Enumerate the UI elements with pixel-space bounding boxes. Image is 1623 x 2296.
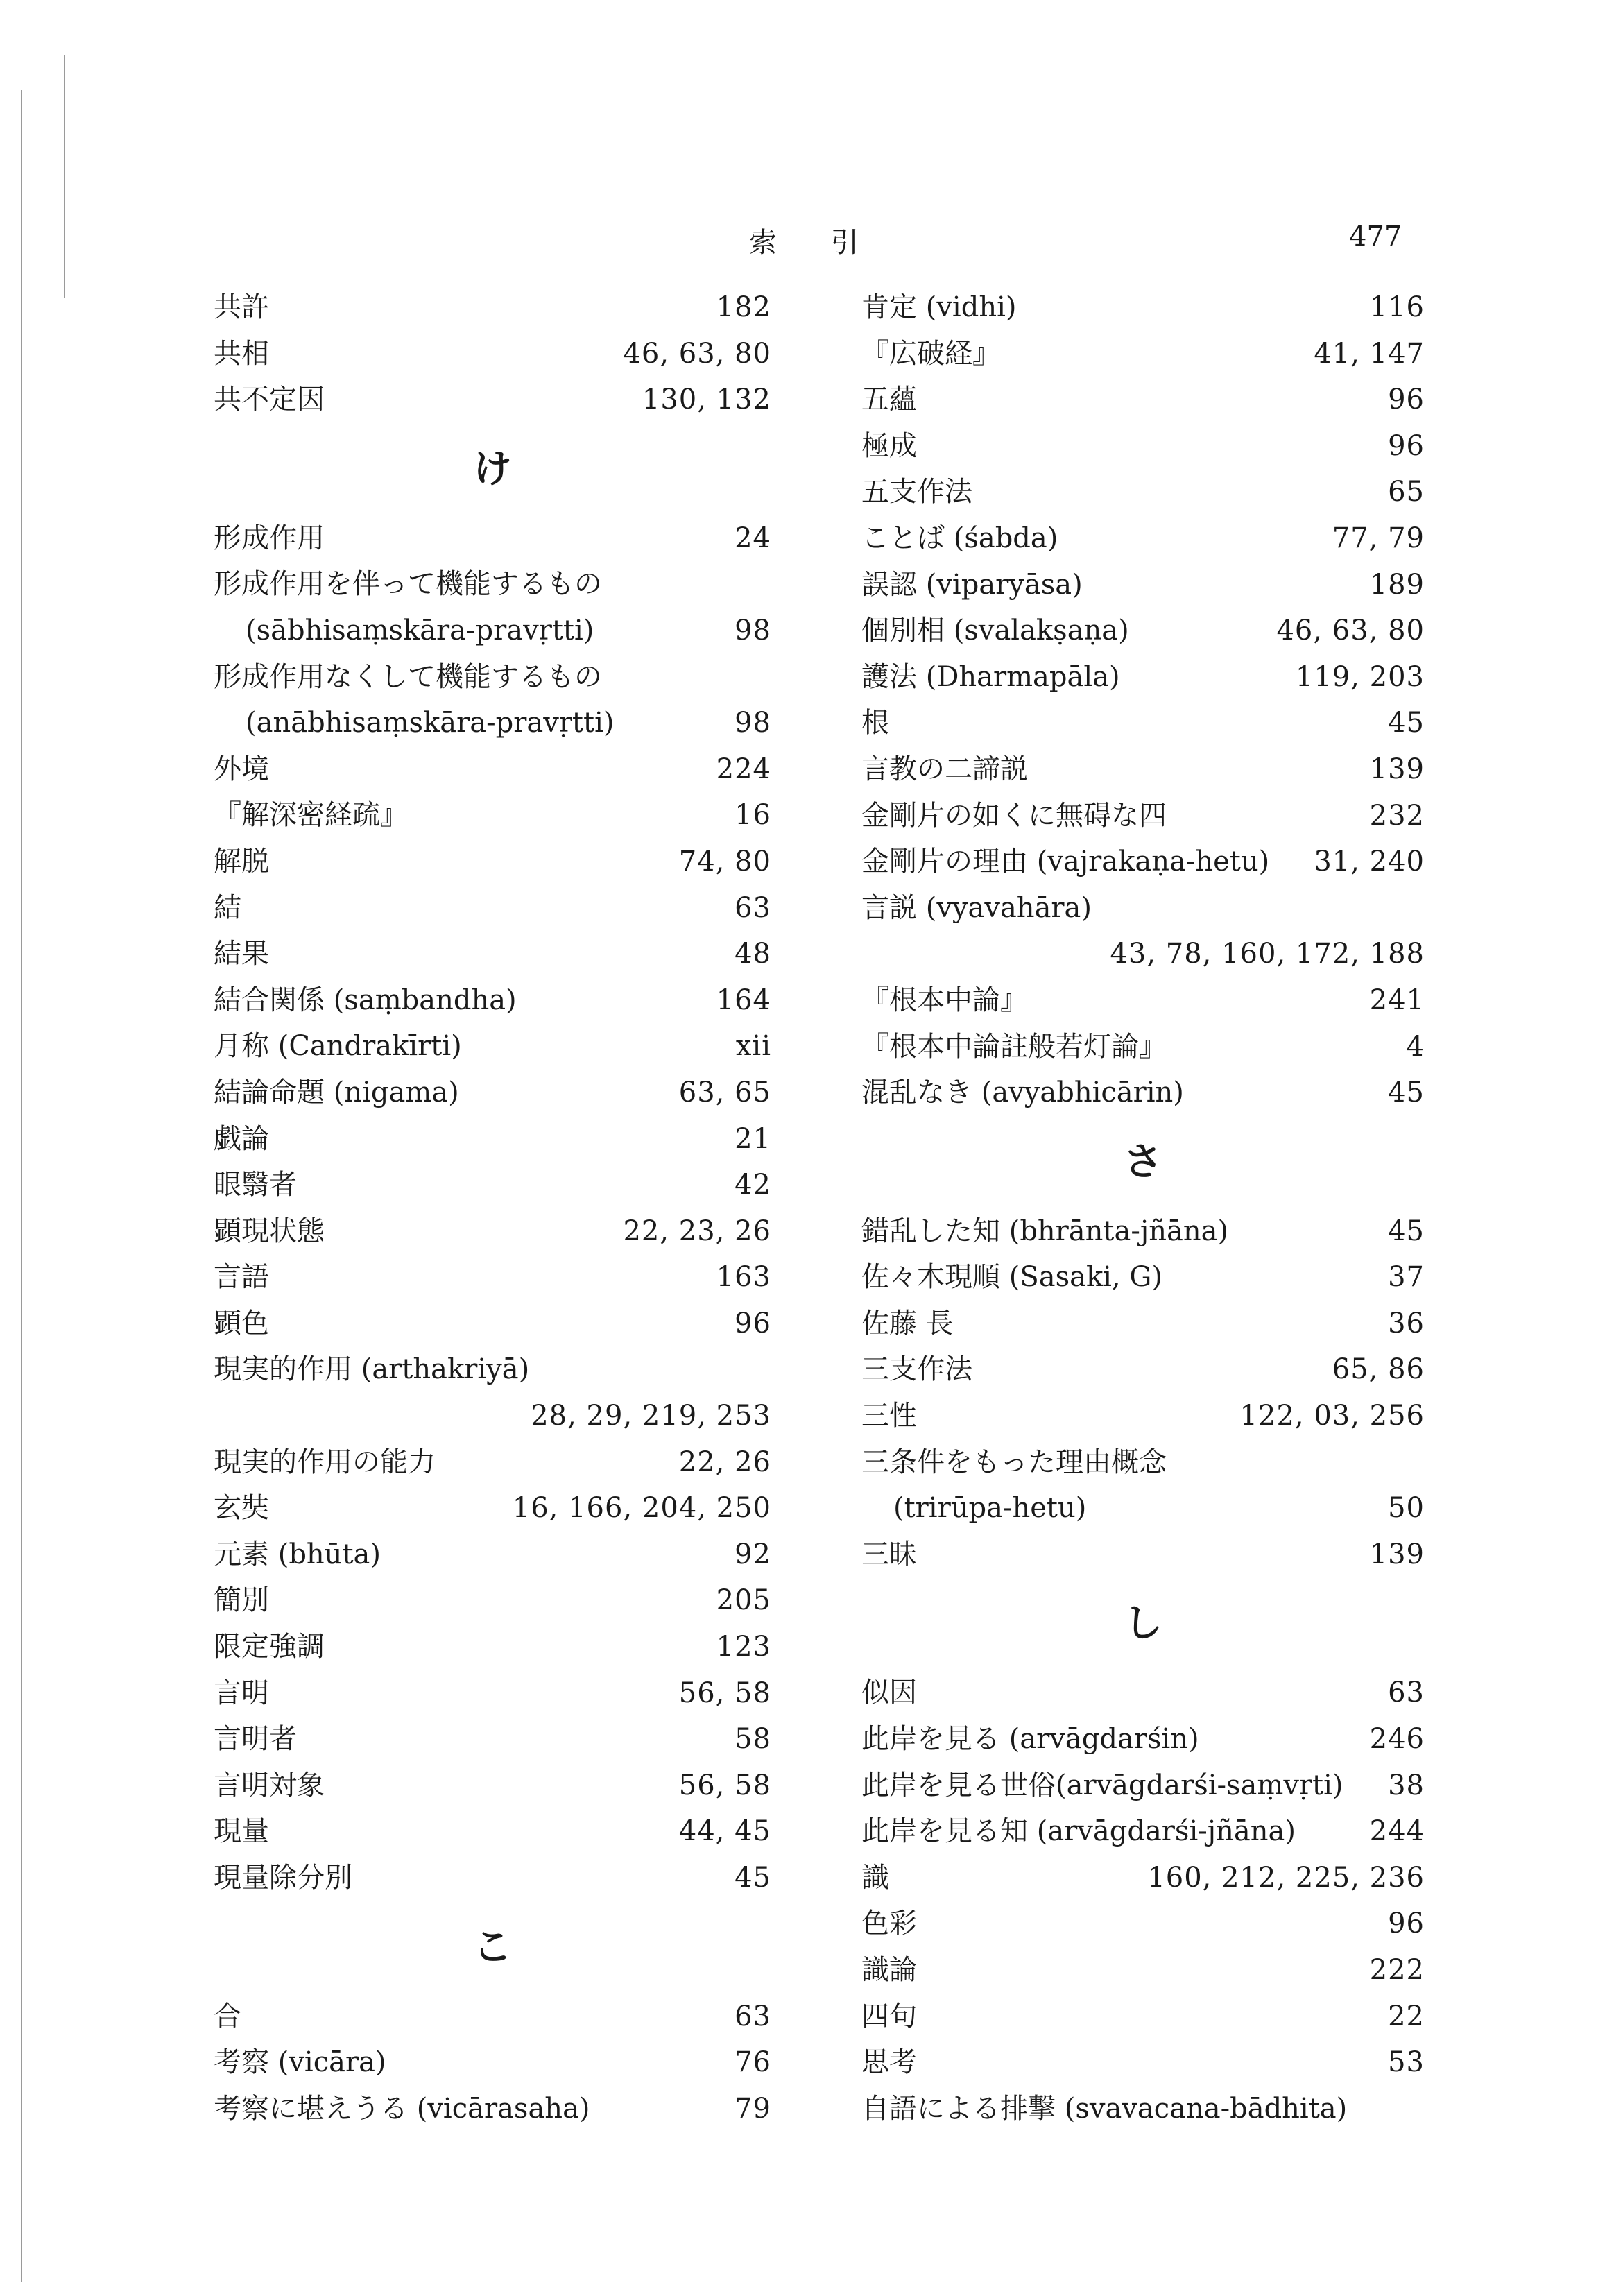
index-term: 誤認 (viparyāsa) xyxy=(861,568,1083,601)
index-pages: 205 xyxy=(716,1584,771,1617)
index-pages: 42 xyxy=(735,1169,771,1201)
index-term: 四句 xyxy=(861,2000,917,2032)
index-entry xyxy=(214,1485,771,1532)
index-pages: 45 xyxy=(735,1862,771,1894)
section-heading: し xyxy=(1124,1601,1162,1647)
index-term: 考察に堪えうる (vicārasaha) xyxy=(214,2092,590,2125)
index-pages: 46, 63, 80 xyxy=(1276,615,1425,647)
index-entry xyxy=(861,1716,1425,1763)
index-term: 色彩 xyxy=(861,1908,917,1940)
index-pages: 4 xyxy=(1406,1030,1425,1063)
index-pages: 139 xyxy=(1369,753,1425,785)
index-entry xyxy=(214,2086,771,2132)
index-entry xyxy=(214,1670,771,1717)
index-pages: 123 xyxy=(716,1631,771,1663)
index-pages: 122, 03, 256 xyxy=(1239,1400,1425,1432)
index-pages: 45 xyxy=(1388,1077,1425,1109)
index-entry xyxy=(214,1439,771,1486)
index-pages: 44, 45 xyxy=(678,1815,771,1848)
index-term: 形成作用なくして機能するもの xyxy=(214,660,602,693)
index-entry xyxy=(861,1532,1425,1578)
index-entry xyxy=(861,284,1425,331)
index-term: 錯乱した知 (bhrānta-jñāna) xyxy=(861,1215,1229,1247)
index-term: 三支作法 xyxy=(861,1353,972,1386)
index-pages: 163 xyxy=(716,1261,771,1294)
index-pages: 56, 58 xyxy=(678,1677,771,1709)
index-term: 月称 (Candrakīrti) xyxy=(214,1030,462,1063)
index-entry xyxy=(861,469,1425,515)
index-term: 言説 (vyavahāra) xyxy=(861,891,1092,924)
index-term: 三昧 xyxy=(861,1538,917,1570)
index-term: 極成 xyxy=(861,429,917,462)
index-term: 元素 (bhūta) xyxy=(214,1538,381,1570)
index-entry xyxy=(861,1994,1425,2040)
index-pages: 46, 63, 80 xyxy=(623,337,771,370)
scan-edge-line-left xyxy=(21,90,22,2282)
index-pages: 48 xyxy=(735,938,771,970)
index-term: 共相 xyxy=(214,337,269,370)
index-entry xyxy=(214,1577,771,1624)
index-entry xyxy=(861,654,1425,701)
index-entry xyxy=(861,839,1425,885)
index-term: 言明者 xyxy=(214,1723,297,1756)
index-entry xyxy=(861,562,1425,608)
index-pages: 24 xyxy=(735,522,771,554)
index-term: 共不定因 xyxy=(214,384,325,416)
index-pages: 222 xyxy=(1369,1954,1425,1986)
index-term: 玄奘 xyxy=(214,1492,269,1525)
index-pages: 92 xyxy=(735,1538,771,1570)
index-pages: 63 xyxy=(735,2000,771,2032)
index-pages: 65, 86 xyxy=(1332,1353,1425,1386)
index-term: 根 xyxy=(861,707,889,739)
index-term: 金剛片の如くに無碍な四 xyxy=(861,799,1167,832)
index-pages: 139 xyxy=(1369,1538,1425,1570)
index-entry xyxy=(861,700,1425,746)
index-entry xyxy=(214,1808,771,1855)
index-entry xyxy=(214,331,771,377)
index-term: 現実的作用 (arthakriyā) xyxy=(214,1353,530,1386)
section-heading: け xyxy=(473,446,512,492)
index-entry xyxy=(861,423,1425,470)
index-term: 護法 (Dharmapāla) xyxy=(861,660,1120,693)
index-entry xyxy=(214,1208,771,1255)
index-pages: 224 xyxy=(716,753,771,785)
index-entry xyxy=(214,1346,771,1393)
index-pages: 119, 203 xyxy=(1295,660,1425,693)
index-entry xyxy=(214,1162,771,1208)
index-pages: 189 xyxy=(1369,568,1425,601)
index-term: 結論命題 (nigama) xyxy=(214,1076,459,1108)
index-term: 『解深密経疏』 xyxy=(214,799,408,832)
index-term: (anābhisaṃskāra-pravṛtti) xyxy=(246,707,615,739)
header-title-left: 索 xyxy=(749,227,777,259)
index-term: 言語 xyxy=(214,1261,269,1294)
index-term: 顕現状態 xyxy=(214,1215,325,1247)
index-term: 結果 xyxy=(214,938,269,970)
index-term: 『根本中論註般若灯論』 xyxy=(861,1030,1167,1063)
index-term: (sābhisaṃskāra-pravṛtti) xyxy=(246,614,594,646)
index-entry xyxy=(214,1716,771,1763)
index-term: 混乱なき (avyabhicārin) xyxy=(861,1077,1184,1109)
index-term: 合 xyxy=(214,2000,241,2032)
index-pages: 37 xyxy=(1388,1261,1425,1294)
index-pages: 56, 58 xyxy=(678,1769,771,1801)
index-entry xyxy=(214,654,771,701)
index-pages: 77, 79 xyxy=(1332,522,1425,554)
index-entry xyxy=(214,377,771,423)
index-entry xyxy=(214,1994,771,2040)
section-heading: さ xyxy=(1124,1139,1162,1185)
index-term: 三性 xyxy=(861,1400,917,1432)
index-term: 思考 xyxy=(861,2046,917,2079)
index-term: 現実的作用の能力 xyxy=(214,1446,436,1478)
index-term: 結合関係 (saṃbandha) xyxy=(214,984,517,1016)
index-term: 此岸を見る (arvāgdarśin) xyxy=(861,1723,1199,1756)
index-pages: 22 xyxy=(1388,2000,1425,2032)
index-term: 自語による排撃 (svavacana-bādhita) xyxy=(861,2092,1348,2125)
index-entry xyxy=(861,885,1425,932)
index-pages: 96 xyxy=(735,1307,771,1339)
index-entry xyxy=(861,515,1425,562)
index-term: 眼翳者 xyxy=(214,1169,297,1201)
header-title-right: 引 xyxy=(831,227,859,259)
index-entry xyxy=(861,793,1425,839)
index-entry xyxy=(214,700,771,746)
index-term: 佐々木現順 (Sasaki, G) xyxy=(861,1261,1162,1294)
index-entry xyxy=(861,1070,1425,1116)
index-term: 五蘊 xyxy=(861,384,917,416)
index-entry xyxy=(214,977,771,1024)
index-entry xyxy=(861,977,1425,1024)
index-term: 似因 xyxy=(861,1677,917,1709)
index-term: 『根本中論』 xyxy=(861,984,1028,1016)
index-pages: 96 xyxy=(1388,429,1425,462)
index-pages: 244 xyxy=(1369,1815,1425,1848)
index-term: 肯定 (vidhi) xyxy=(861,291,1017,323)
index-entry xyxy=(214,561,771,608)
index-entry xyxy=(214,1624,771,1670)
index-entry xyxy=(861,1393,1425,1439)
index-entry xyxy=(861,2039,1425,2086)
index-term: 戯論 xyxy=(214,1122,269,1155)
index-pages: 232 xyxy=(1369,799,1425,832)
index-term: 考察 (vicāra) xyxy=(214,2046,386,2079)
index-term: 共許 xyxy=(214,291,269,323)
index-term: 顕色 xyxy=(214,1307,269,1339)
index-term: 外境 xyxy=(214,753,269,785)
index-pages: xii xyxy=(735,1030,771,1063)
index-term: 言明 xyxy=(214,1677,269,1709)
index-pages: 241 xyxy=(1369,984,1425,1016)
index-term: 現量 xyxy=(214,1815,269,1848)
index-term: 個別相 (svalakṣaṇa) xyxy=(861,615,1129,647)
index-entry xyxy=(861,1808,1425,1855)
index-pages: 130, 132 xyxy=(642,384,771,416)
index-entry xyxy=(861,1301,1425,1347)
index-term: 此岸を見る知 (arvāgdarśi-jñāna) xyxy=(861,1815,1296,1848)
index-pages: 22, 23, 26 xyxy=(623,1215,771,1247)
index-entry xyxy=(214,1023,771,1070)
scan-edge-line-right xyxy=(64,55,65,298)
index-pages: 98 xyxy=(735,614,771,646)
index-entry xyxy=(861,1346,1425,1393)
index-pages: 36 xyxy=(1388,1307,1425,1339)
index-entry xyxy=(861,2086,1425,2132)
index-entry xyxy=(214,1116,771,1163)
section-heading: こ xyxy=(473,1924,512,1970)
index-term: 三条件をもった理由概念 xyxy=(861,1446,1167,1478)
index-entry xyxy=(861,1485,1425,1532)
index-term: 解脱 xyxy=(214,845,269,877)
index-entry xyxy=(861,1439,1425,1486)
index-pages: 182 xyxy=(716,291,771,323)
index-entry xyxy=(861,1763,1425,1809)
index-term: 簡別 xyxy=(214,1584,269,1617)
index-term: 五支作法 xyxy=(861,476,972,508)
index-entry xyxy=(861,1024,1425,1070)
index-pages: 65 xyxy=(1388,476,1425,508)
index-pages: 79 xyxy=(735,2092,771,2125)
index-entry xyxy=(214,1070,771,1116)
index-term: 言明対象 xyxy=(214,1769,325,1801)
index-pages: 96 xyxy=(1388,384,1425,416)
index-pages: 160, 212, 225, 236 xyxy=(1147,1861,1425,1894)
index-entry xyxy=(861,1208,1425,1255)
index-pages: 31, 240 xyxy=(1314,846,1425,878)
index-entry xyxy=(214,608,771,654)
index-entry xyxy=(214,1254,771,1301)
index-pages: 41, 147 xyxy=(1314,337,1425,370)
index-term: 識 xyxy=(861,1861,889,1894)
index-pages: 21 xyxy=(735,1122,771,1155)
index-pages: 116 xyxy=(1369,291,1425,323)
index-pages: 43, 78, 160, 172, 188 xyxy=(1110,938,1425,970)
index-entry xyxy=(861,746,1425,793)
index-pages: 28, 29, 219, 253 xyxy=(531,1400,771,1432)
index-pages: 63 xyxy=(1388,1677,1425,1709)
index-entry xyxy=(214,839,771,885)
index-entry xyxy=(214,1532,771,1578)
index-term: 『広破経』 xyxy=(861,337,1000,370)
index-pages: 58 xyxy=(735,1723,771,1756)
index-entry xyxy=(214,1301,771,1347)
index-entry xyxy=(861,1254,1425,1301)
index-pages: 16 xyxy=(735,799,771,832)
index-entry xyxy=(214,2039,771,2086)
index-term: 限定強調 xyxy=(214,1631,325,1663)
index-term: 金剛片の理由 (vajrakaṇa-hetu) xyxy=(861,846,1270,878)
index-pages: 53 xyxy=(1388,2046,1425,2079)
index-entry xyxy=(861,1901,1425,1947)
index-term: 結 xyxy=(214,891,241,924)
index-entry xyxy=(214,1855,771,1901)
index-pages: 98 xyxy=(735,707,771,739)
index-entry xyxy=(214,792,771,839)
index-entry xyxy=(861,331,1425,377)
index-pages: 96 xyxy=(1388,1908,1425,1940)
index-column-left xyxy=(214,284,771,2132)
index-entry-continuation xyxy=(214,1393,771,1439)
index-pages: 74, 80 xyxy=(678,845,771,877)
index-pages: 45 xyxy=(1388,1215,1425,1247)
index-pages: 63, 65 xyxy=(678,1076,771,1108)
index-pages: 22, 26 xyxy=(678,1446,771,1478)
index-entry xyxy=(861,1670,1425,1716)
index-pages: 50 xyxy=(1388,1492,1425,1525)
index-term: 此岸を見る世俗(arvāgdarśi-saṃvṛti) xyxy=(861,1769,1343,1801)
index-entry xyxy=(214,931,771,977)
index-pages: 16, 166, 204, 250 xyxy=(512,1492,771,1525)
index-pages: 45 xyxy=(1388,707,1425,739)
index-term: 形成作用を伴って機能するもの xyxy=(214,568,602,601)
index-entry xyxy=(861,377,1425,423)
index-entry-continuation xyxy=(861,931,1425,977)
index-entry xyxy=(861,1855,1425,1901)
index-term: ことば (śabda) xyxy=(861,522,1058,554)
index-entry xyxy=(861,1947,1425,1994)
index-pages: 246 xyxy=(1369,1723,1425,1756)
index-term: (trirūpa-hetu) xyxy=(893,1492,1087,1525)
page-number: 477 xyxy=(1349,221,1402,252)
index-pages: 38 xyxy=(1388,1769,1425,1801)
index-column-right xyxy=(861,284,1425,2132)
index-pages: 164 xyxy=(716,984,771,1016)
index-term: 現量除分別 xyxy=(214,1862,352,1894)
index-entry xyxy=(214,284,771,331)
index-entry xyxy=(861,608,1425,654)
index-entry xyxy=(214,746,771,793)
index-entry xyxy=(214,885,771,932)
index-term: 言教の二諦説 xyxy=(861,753,1028,785)
index-pages: 63 xyxy=(735,891,771,924)
index-pages: 76 xyxy=(735,2046,771,2079)
index-entry xyxy=(214,515,771,562)
index-term: 形成作用 xyxy=(214,522,325,554)
index-term: 佐藤 長 xyxy=(861,1307,954,1339)
index-entry xyxy=(214,1763,771,1809)
index-term: 識論 xyxy=(861,1954,917,1986)
